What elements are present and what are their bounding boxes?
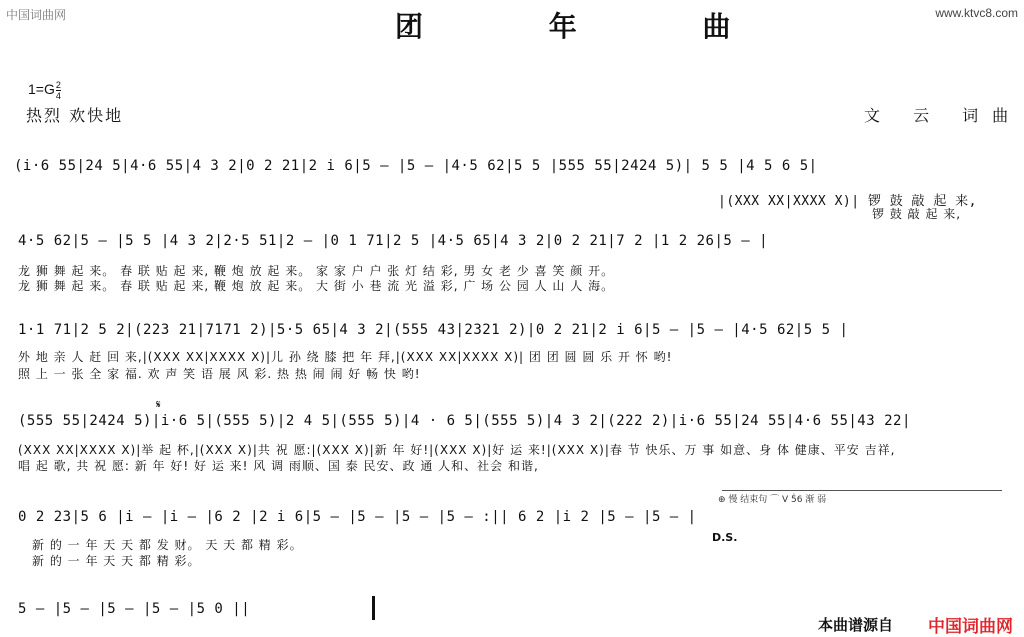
coda-underline [722, 490, 1002, 491]
site-watermark-right: www.ktvc8.com [935, 6, 1018, 20]
coda-marks: ⊕ 慢 结束句 ⌒ V 5̇6 渐 弱 [718, 495, 827, 505]
song-title: 团 年 曲 [395, 10, 789, 43]
site-watermark-left: 中国词曲网 [6, 8, 67, 22]
lyrics-row2-line1: 龙 狮 舞 起 来。 春 联 贴 起 来, 鞭 炮 放 起 来。 家 家 户 户 张 灯 结 彩, 男 女 老 少 喜 笑 颜 开。 [18, 264, 615, 278]
tempo-marking: 热烈 欢快地 [26, 106, 124, 125]
time-numerator: 2 [55, 80, 61, 90]
staff-line-1: (i·6 55|24 5|4·6 55|4 3 2|0 2 21|2 i 6|5 — |5 — |4·5 62|5 5 |555 55|2424 5)| 5 5 |4 5 6 5| [14, 158, 818, 174]
staff-line-3: 1·1 71|2 5 2|(223 21|7171 2)|5·5 65|4 3 2|(555 43|2321 2)|0 2 21|2 i 6|5 — |5 — |4·5 62|5 5 | [18, 322, 849, 338]
source-site-logo: 中国词曲网 [928, 617, 1013, 637]
time-denominator: 4 [55, 91, 61, 101]
lyrics-row3-line1: 外 地 亲 人 赶 回 来,|(XXX XX|XXXX X)|儿 孙 绕 膝 把 年 拜,|(XXX XX|XXXX X)| 团 团 圆 圆 乐 开 怀 哟! [18, 350, 673, 364]
staff-line-2: 4·5 62|5 — |5 5 |4 3 2|2·5 51|2 — |0 1 71|2 5 |4·5 65|4 3 2|0 2 21|7 2 |1 2 26|5 — | [18, 233, 769, 249]
staff-line-6: 5 — |5 — |5 — |5 — |5 0 || [18, 601, 251, 617]
percussion-pattern-1: |(XXX XX|XXXX X)| 锣 鼓 敲 起 来, [718, 194, 978, 209]
source-label: 本曲谱源自 [818, 616, 894, 634]
segno-mark: 𝄋 [156, 398, 161, 411]
staff-line-5: 0 2 23|5 6 |i — |i — |6 2 |2 i 6|5 — |5 — |5 — |5 — :|| 6 2 |i 2 |5 — |5 — | [18, 509, 697, 525]
dal-segno-label: D.S. [712, 531, 738, 544]
staff-line-4: (555 55|2424 5)|i·6 5|(555 5)|2 4 5|(555 5)|4 · 6 5|(555 5)|4 3 2|(222 2)|i·6 55|24 55|4·6 55|43 22| [18, 413, 911, 429]
key-label: 1=G [28, 81, 55, 98]
author-credit: 文 云 词曲 [864, 106, 1023, 125]
time-signature [56, 80, 61, 101]
lyrics-row5-line2: 新 的 一 年 天 天 都 精 彩。 [32, 554, 201, 568]
final-barline [372, 596, 375, 620]
lyrics-row4-line1: (XXX XX|XXXX X)|举 起 杯,|(XXX X)|共 祝 愿:|(XXX X)|新 年 好!|(XXX X)|好 运 来!|(XXX X)|春 节 快乐、万 事 如意、身 体 健康、平安 吉祥, [18, 443, 896, 457]
lyrics-row3-line2: 照 上 一 张 全 家 福. 欢 声 笑 语 展 风 彩. 热 热 闹 闹 好 畅 快 哟! [18, 367, 421, 381]
lyrics-row2-line2: 龙 狮 舞 起 来。 春 联 贴 起 来, 鞭 炮 放 起 来。 大 街 小 巷 流 光 溢 彩, 广 场 公 园 人 山 人 海。 [18, 279, 615, 293]
lyrics-row5-line1: 新 的 一 年 天 天 都 发 财。 天 天 都 精 彩。 [32, 538, 303, 552]
lyrics-row1-line1: 锣 鼓 敲 起 来, [872, 207, 962, 221]
lyrics-row4-line2: 唱 起 歌, 共 祝 愿: 新 年 好! 好 运 来! 风 调 雨顺、国 泰 民安、政 通 人和、社会 和谐, [18, 459, 539, 473]
key-signature [28, 80, 61, 101]
